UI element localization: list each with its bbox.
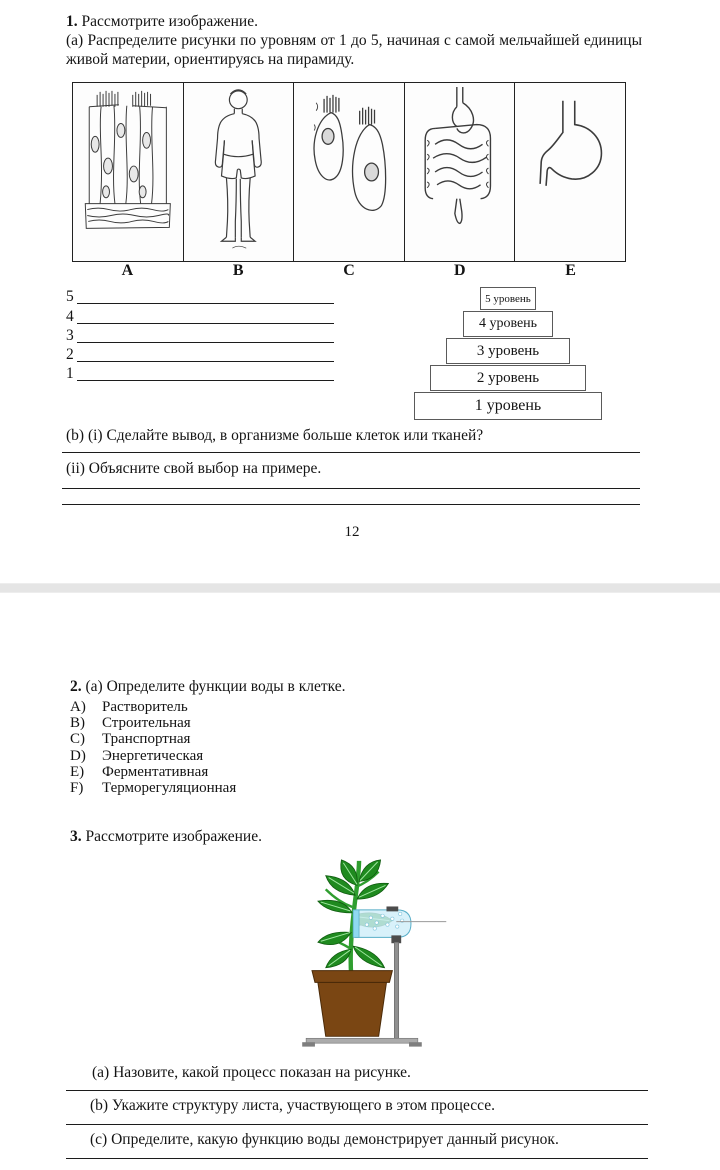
pyramid-level-5: 5 уровень <box>480 287 536 310</box>
page-break-divider <box>0 583 720 593</box>
question-1-number: 1. <box>66 13 78 30</box>
question-2-number: 2. <box>70 678 82 695</box>
option-letter: D) <box>70 747 86 764</box>
answer-blank-line <box>62 504 640 505</box>
question-1-title: Рассмотрите изображение. <box>81 13 258 30</box>
question-1-header <box>66 12 642 69</box>
option-letter: B) <box>70 715 85 732</box>
question-3-part-c: (c) Определите, какую функцию воды демонстрирует данный рисунок. <box>90 1131 559 1148</box>
question-1-part-a-text: (а) Распределите рисунки по уровням от 1 до 5, начиная с самой мельчайшей единицы живой материи, ориентируясь на пирамиду. <box>66 32 642 68</box>
answer-blank-line <box>77 323 334 324</box>
levels-pyramid <box>402 287 614 421</box>
intestines-drawing <box>405 83 515 261</box>
answer-blank-line <box>77 342 334 343</box>
answer-blank-line <box>77 361 334 362</box>
slot-number: 4 <box>66 307 74 325</box>
question-3-title: Рассмотрите изображение. <box>85 828 262 845</box>
pyramid-level-2: 2 уровень <box>430 365 586 391</box>
answer-slot-row <box>66 345 334 364</box>
option-row-b <box>70 715 470 731</box>
option-letter: F) <box>70 779 84 796</box>
slot-number: 5 <box>66 288 74 306</box>
option-row-e <box>70 764 470 780</box>
question-3-header <box>70 827 470 846</box>
pyramid-level-3: 3 уровень <box>446 338 570 364</box>
figure-label-b: B <box>232 262 244 279</box>
answer-slot-row <box>66 364 334 383</box>
question-2-title: (а) Определите функции воды в клетке. <box>85 678 346 695</box>
stomach-drawing <box>515 83 625 261</box>
figure-cell-c <box>294 83 405 261</box>
page-number: 12 <box>344 524 360 540</box>
option-text: Растворитель <box>102 699 188 715</box>
figure-cell-a <box>73 83 184 261</box>
cells-drawing <box>294 83 404 261</box>
human-body-drawing <box>184 83 294 261</box>
option-letter: A) <box>70 699 86 715</box>
answer-blank-line <box>66 1124 648 1125</box>
option-text: Терморегуляционная <box>102 779 237 796</box>
epithelial-tissue-drawing <box>73 83 183 261</box>
figure-strip <box>72 82 626 262</box>
slot-number: 2 <box>66 346 74 364</box>
figure-cell-e <box>515 83 625 261</box>
figure-cell-d <box>405 83 516 261</box>
question-1-part-b-ii: (ii) Объясните свой выбор на примере. <box>66 460 322 477</box>
figure-label-c: C <box>343 262 355 279</box>
question-1-part-b-i: (b) (i) Сделайте вывод, в организме больше клеток или тканей? <box>66 427 484 444</box>
question-2-options <box>70 699 470 796</box>
plant-transpiration-experiment-drawing <box>272 856 450 1052</box>
option-row-c <box>70 731 470 747</box>
figure-label-e: E <box>565 262 576 279</box>
option-text: Строительная <box>102 715 191 732</box>
answer-blank-line <box>77 380 334 381</box>
question-3-part-a: (a) Назовите, какой процесс показан на рисунке. <box>92 1064 411 1081</box>
question-3-part-b: (b) Укажите структуру листа, участвующего в этом процессе. <box>90 1097 495 1114</box>
pyramid-level-1: 1 уровень <box>414 392 602 420</box>
question-2-header <box>70 677 570 696</box>
answer-blank-line <box>62 488 640 489</box>
answer-slot-row <box>66 306 334 325</box>
plant-transpiration-figure <box>272 856 450 1052</box>
answer-blank-line <box>62 452 640 453</box>
figure-labels-row <box>72 262 626 280</box>
answer-blank-line <box>77 303 334 304</box>
answer-slot-row <box>66 287 334 306</box>
option-text: Транспортная <box>102 731 191 748</box>
answer-blank-line <box>66 1090 648 1091</box>
option-text: Ферментативная <box>102 763 209 780</box>
figure-cell-b <box>184 83 295 261</box>
slot-number: 1 <box>66 365 74 383</box>
answer-blank-line <box>66 1158 648 1159</box>
question-3-number: 3. <box>70 828 82 845</box>
option-row-d <box>70 748 470 764</box>
answer-slots <box>66 287 334 383</box>
slot-number: 3 <box>66 326 74 344</box>
option-row-f <box>70 780 470 796</box>
option-row-a <box>70 699 470 715</box>
figure-label-d: D <box>454 262 466 279</box>
figure-label-a: A <box>121 262 134 279</box>
answer-slot-row <box>66 326 334 345</box>
option-letter: C) <box>70 731 85 748</box>
option-letter: E) <box>70 763 85 780</box>
option-text: Энергетическая <box>102 747 204 764</box>
pyramid-level-4: 4 уровень <box>463 311 553 337</box>
